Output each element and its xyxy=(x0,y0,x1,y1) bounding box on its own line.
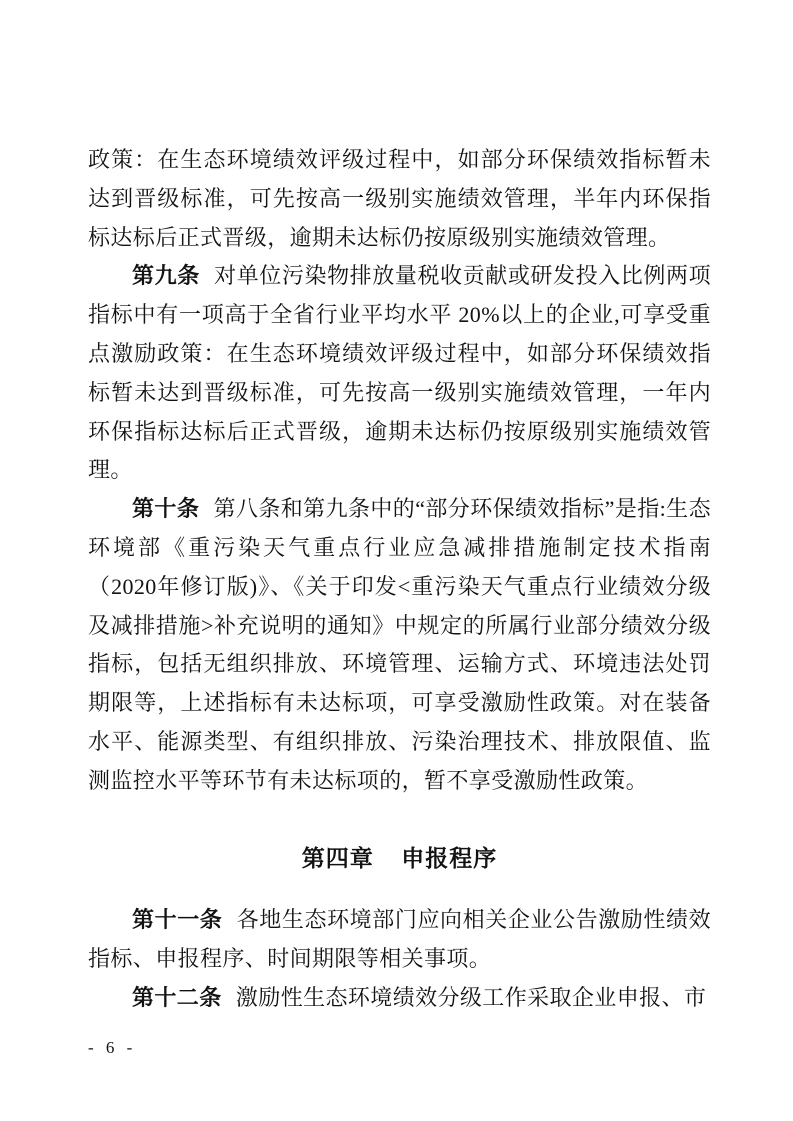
article-11-paragraph xyxy=(88,901,711,979)
article-9-paragraph xyxy=(88,257,711,490)
article-11-number: 第十一条 xyxy=(132,907,223,933)
article-12-text: 激励性生态环境绩效分级工作采取企业申报、市 xyxy=(235,984,707,1010)
article-10-text: 第八条和第九条中的“部分环保绩效指标”是指:生态环境部《重污染天气重点行业应急减排措施制定技术指南（2020年修订版)》、《关于印发<重污染天气重点行业绩效分级及减排措施>补充说明的通知》中规定的所属行业部分绩效分级指标，包括无组织排放、环境管理、运输方式、环境违法处罚期限等，上述指标有未达标项，可享受激励性政策。对在装备水平、能源类型、有组织排放、污染治理技术、排放限值、监测监控水平等环节有未达标项的，暂不享受激励性政策。 xyxy=(88,496,711,793)
article-12-paragraph xyxy=(88,979,711,1018)
chapter-4-number: 第四章 xyxy=(301,844,374,871)
article-12-number: 第十二条 xyxy=(132,984,222,1010)
chapter-4-heading xyxy=(88,839,711,878)
article-10-number: 第十条 xyxy=(132,496,200,522)
chapter-4-title: 申报程序 xyxy=(401,844,498,871)
article-10-paragraph xyxy=(88,490,711,800)
document-body xyxy=(88,141,711,1018)
article-9-text: 对单位污染物排放量税收贡献或研发投入比例两项指标中有一项高于全省行业平均水平 20%以上的企业,可享受重点激励政策：在生态环境绩效评级过程中，如部分环保绩效指标暂未达到晋级标准，可先按高一级别实施绩效管理，一年内环保指标达标后正式晋级，逾期未达标仍按原级别实施绩效管理。 xyxy=(88,263,711,483)
article-9-number: 第九条 xyxy=(132,263,200,289)
paragraph-continuation: 政策：在生态环境绩效评级过程中，如部分环保绩效指标暂未达到晋级标准，可先按高一级别实施绩效管理，半年内环保指标达标后正式晋级，逾期未达标仍按原级别实施绩效管理。 xyxy=(88,147,711,250)
article-11-text: 各地生态环境部门应向相关企业公告激励性绩效指标、申报程序、时间期限等相关事项。 xyxy=(88,907,711,972)
page-number: - 6 - xyxy=(88,1038,137,1057)
